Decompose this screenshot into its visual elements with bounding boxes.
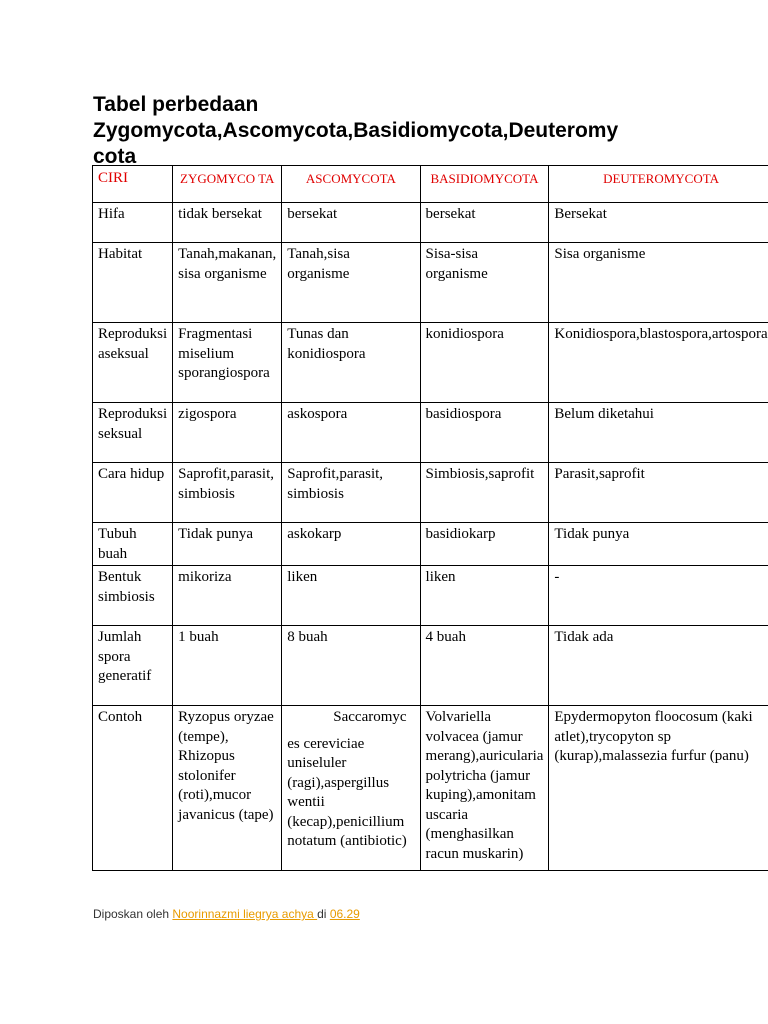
cell-deuteromycota: Epydermopyton floocosum (kaki atlet),trycopyton sp (kurap),malassezia furfur (panu) (549, 706, 768, 871)
table-row (93, 626, 768, 706)
header-ascomycota: ASCOMYCOTA (282, 166, 420, 203)
cell-basidiomycota: liken (420, 566, 549, 626)
timestamp-link[interactable]: 06.29 (329, 907, 360, 921)
cell-ascomycota: Saprofit,parasit, simbiosis (282, 463, 420, 523)
cell-ciri: Jumlah spora generatif (93, 626, 173, 706)
cell-deuteromycota: Parasit,saprofit (549, 463, 768, 523)
cell-zygomycota: Tanah,makanan, sisa organisme (173, 243, 282, 323)
cell-ascomycota (282, 706, 420, 871)
cell-ciri: Contoh (93, 706, 173, 871)
author-link[interactable]: Noorinnazmi liegrya achya (172, 907, 318, 921)
header-zygomycota: ZYGOMYCO TA (173, 166, 282, 203)
cell-ascomycota: 8 buah (282, 626, 420, 706)
cell-deuteromycota: - (549, 566, 768, 626)
table-row (93, 243, 768, 323)
cell-deuteromycota: Konidiospora,blastospora,artospora (549, 323, 768, 403)
cell-ciri: Bentuk simbiosis (93, 566, 173, 626)
cell-basidiomycota: bersekat (420, 203, 549, 243)
cell-zygomycota: 1 buah (173, 626, 282, 706)
post-footer (93, 907, 360, 921)
cell-basidiomycota: basidiospora (420, 403, 549, 463)
title-line-1: Tabel perbedaan (93, 93, 259, 116)
header-ciri: CIRI (93, 166, 173, 203)
cell-ascomycota: Tunas dan konidiospora (282, 323, 420, 403)
header-deuteromycota: DEUTEROMYCOTA (549, 166, 768, 203)
cell-ciri: Cara hidup (93, 463, 173, 523)
cell-deuteromycota: Tidak ada (549, 626, 768, 706)
cell-deuteromycota: Bersekat (549, 203, 768, 243)
cell-basidiomycota: Sisa-sisa organisme (420, 243, 549, 323)
ascomycota-example-first-line: Saccaromyc (333, 709, 407, 725)
cell-basidiomycota: 4 buah (420, 626, 549, 706)
cell-ascomycota: askospora (282, 403, 420, 463)
cell-zygomycota: Ryzopus oryzae (tempe), Rhizopus stolonifer (roti),mucor javanicus (tape) (173, 706, 282, 871)
header-basidiomycota: BASIDIOMYCOTA (420, 166, 549, 203)
cell-ascomycota: askokarp (282, 523, 420, 566)
cell-ciri: Tubuh buah (93, 523, 173, 566)
table-row (93, 203, 768, 243)
footer-middle: di (317, 907, 330, 921)
cell-ciri: Hifa (93, 203, 173, 243)
cell-zygomycota: zigospora (173, 403, 282, 463)
table-row (93, 323, 768, 403)
table-row (93, 403, 768, 463)
table-row (93, 523, 768, 566)
cell-ciri: Habitat (93, 243, 173, 323)
cell-basidiomycota: Simbiosis,saprofit (420, 463, 549, 523)
cell-ascomycota: liken (282, 566, 420, 626)
cell-zygomycota: tidak bersekat (173, 203, 282, 243)
table-header-row (93, 166, 768, 203)
cell-zygomycota: Tidak punya (173, 523, 282, 566)
cell-zygomycota: Fragmentasi miselium sporangiospora (173, 323, 282, 403)
cell-deuteromycota: Tidak punya (549, 523, 768, 566)
cell-ascomycota: Tanah,sisa organisme (282, 243, 420, 323)
cell-zygomycota: mikoriza (173, 566, 282, 626)
table-row (93, 706, 768, 871)
cell-basidiomycota: Volvariella volvacea (jamur merang),auricularia polytricha (jamur kuping),amonitam uscaria (menghasilkan racun muskarin) (420, 706, 549, 871)
comparison-table (92, 165, 768, 871)
ascomycota-example-rest: es cereviciae uniseluler (ragi),aspergillus wentii (kecap),penicillium notatum (antibiotic) (287, 735, 407, 849)
cell-zygomycota: Saprofit,parasit, simbiosis (173, 463, 282, 523)
title-line-3: cota (93, 145, 137, 168)
cell-deuteromycota: Sisa organisme (549, 243, 768, 323)
page-title (93, 92, 733, 170)
table-row (93, 463, 768, 523)
title-line-2: Zygomycota,Ascomycota,Basidiomycota,Deuteromy (93, 119, 619, 142)
cell-ciri: Reproduksi aseksual (93, 323, 173, 403)
footer-prefix: Diposkan oleh (93, 907, 173, 921)
cell-ciri: Reproduksi seksual (93, 403, 173, 463)
cell-ascomycota: bersekat (282, 203, 420, 243)
cell-basidiomycota: konidiospora (420, 323, 549, 403)
table-row (93, 566, 768, 626)
cell-deuteromycota: Belum diketahui (549, 403, 768, 463)
cell-basidiomycota: basidiokarp (420, 523, 549, 566)
